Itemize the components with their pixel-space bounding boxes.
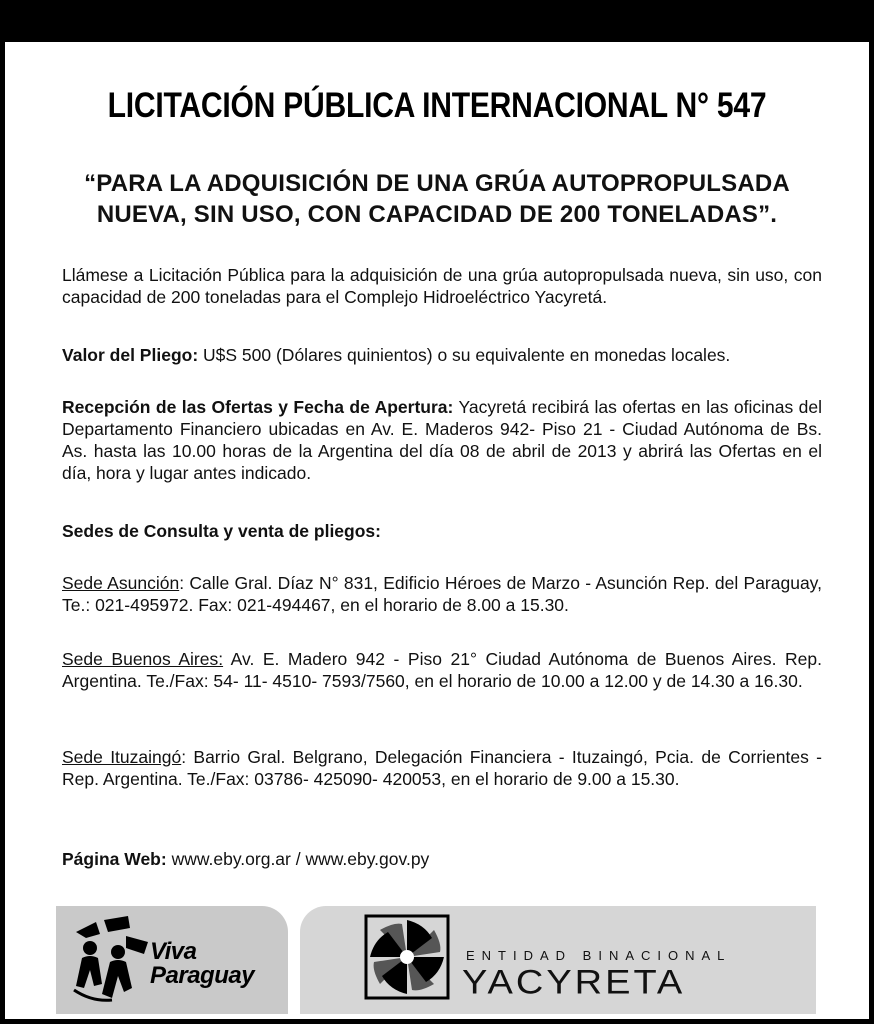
yacyreta-spiral-icon [364,914,450,1000]
sede-buenos-aires-text: Av. E. Madero 942 - Piso 21° Ciudad Autónoma de Buenos Aires. Rep. Argentina. Te./Fax: 54- 11- 4510- 7593/7560, en el horario de 10.00 a 12.00 y de 14.30 a 16.30. [62,649,822,691]
sede-ituzaingo-label: Sede Ituzaingó [62,747,182,767]
subtitle-line-1: “PARA LA ADQUISICIÓN DE UNA GRÚA AUTOPROPULSADA [84,170,790,197]
recepcion-text: Yacyretá recibirá las ofertas en las oficinas del Departamento Financiero ubicadas en Av. E. Maderos 942- Piso 21 - Ciudad Autónoma de Bs. As. hasta las 10.00 horas de la Argentina del día 08 de abril de 2013 y abrirá las Ofertas en el día, hora y lugar antes indicado. [62,397,822,483]
intro-paragraph: Llámese a Licitación Pública para la adquisición de una grúa autopropulsada nueva, sin uso, con capacidad de 200 toneladas para el Complejo Hidroeléctrico Yacyretá. [62,265,822,307]
page-title: LICITACIÓN PÚBLICA INTERNACIONAL N° 547 [107,86,767,125]
subtitle-line-2: NUEVA, SIN USO, CON CAPACIDAD DE 200 TONELADAS”. [96,201,778,228]
valor-label: Valor del Pliego: [62,345,199,365]
sede-asuncion-label: Sede Asunción [62,573,180,593]
yacyreta-wordmark: YACYRETA [462,964,686,1002]
sede-asuncion-paragraph [62,572,822,616]
viva-word: Viva [150,938,197,965]
sede-buenos-aires-label: Sede Buenos Aires: [62,649,224,669]
viva-paraguay-wordmark [150,940,254,988]
web-label: Página Web: [62,849,167,869]
entidad-binacional-text: ENTIDAD BINACIONAL [466,948,732,963]
sede-ituzaingo-text: : Barrio Gral. Belgrano, Delegación Financiera - Ituzaingó, Pcia. de Corrientes - Rep. Argentina. Te./Fax: 03786- 425090- 420053, en el horario de 9.00 a 15.30. [62,747,822,789]
sede-ituzaingo-paragraph [62,746,822,790]
sede-buenos-aires-paragraph [62,648,822,692]
web-paragraph [62,848,822,870]
web-text: www.eby.org.ar / www.eby.gov.py [166,849,430,869]
paraguay-word: Paraguay [150,962,255,989]
sede-asuncion-text: : Calle Gral. Díaz N° 831, Edificio Héroes de Marzo - Asunción Rep. del Paraguay, Te.: 021-495972. Fax: 021-494467, en el horario de 8.00 a 15.30. [62,573,822,615]
viva-paraguay-figures-icon [72,914,154,1006]
recepcion-paragraph [62,396,822,484]
valor-paragraph [62,344,822,366]
recepcion-label: Recepción de las Ofertas y Fecha de Apertura: [62,397,454,417]
page-subtitle [40,168,834,230]
sedes-heading: Sedes de Consulta y venta de pliegos: [62,521,381,541]
valor-text: U$S 500 (Dólares quinientos) o su equivalente en monedas locales. [198,345,731,365]
